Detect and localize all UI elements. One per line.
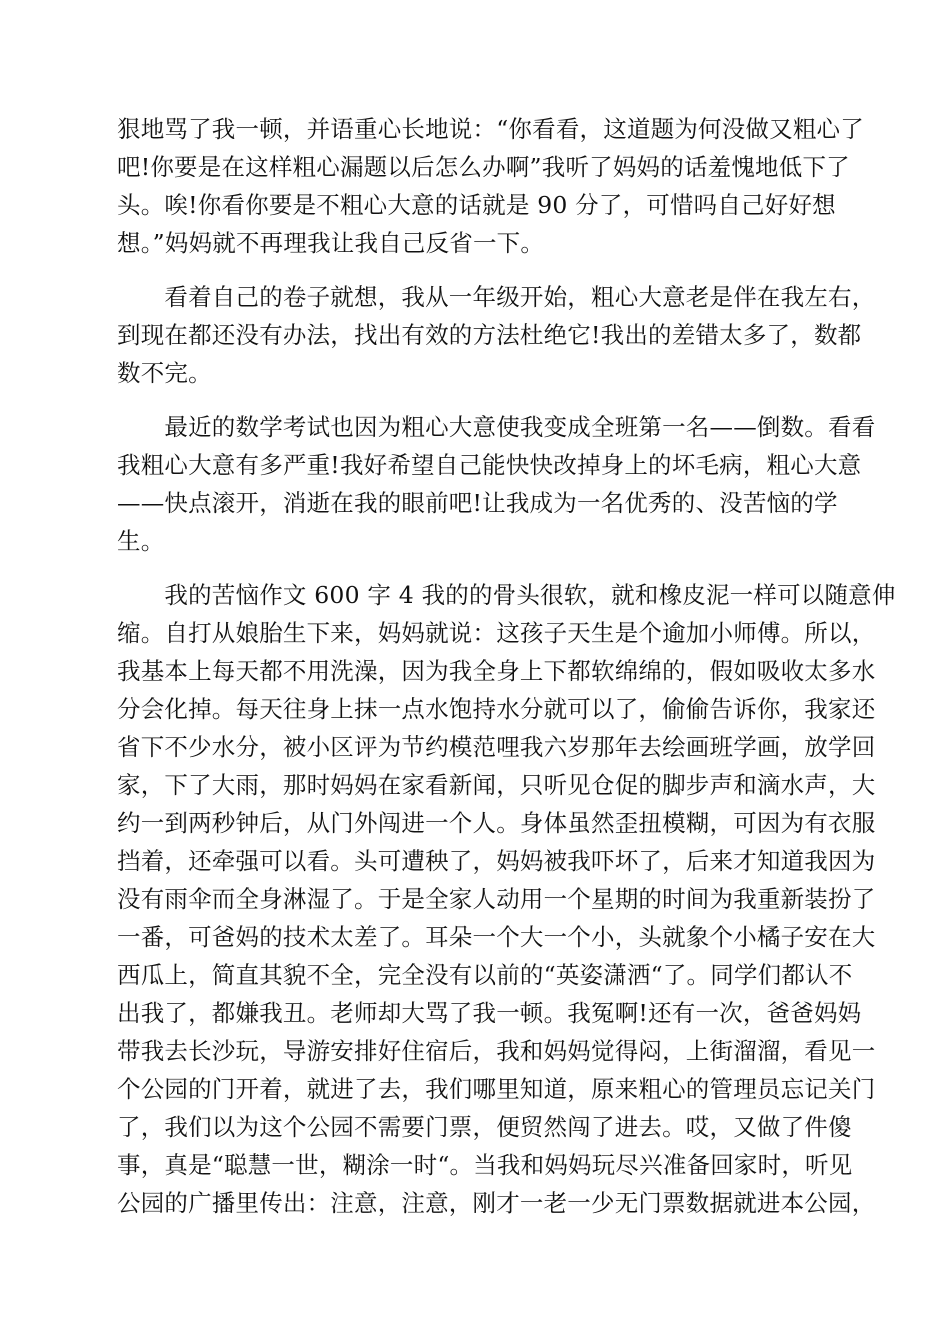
document-body	[117, 110, 896, 1222]
text-line: 约一到两秒钟后，从门外闯进一个人。身体虽然歪扭模糊，可因为有衣服	[117, 809, 876, 837]
text-line: 事，真是“聪慧一世，糊涂一时“。当我和妈妈玩尽兴准备回家时，听见	[117, 1151, 853, 1179]
text-line: 了，我们以为这个公园不需要门票，便贸然闯了进去。哎，又做了件傻	[117, 1113, 852, 1141]
text-line: 缩。自打从娘胎生下来，妈妈就说：这孩子天生是个逾加小师傅。所以，	[117, 619, 876, 647]
text-line: 数不完。	[117, 359, 212, 387]
text-line: 带我去长沙玩，导游安排好住宿后，我和妈妈觉得闷，上街溜溜，看见一	[117, 1037, 876, 1065]
paragraph-gap	[117, 560, 835, 576]
paragraph-gap	[117, 392, 835, 408]
text-line: 出我了，都嫌我丑。老师却大骂了我一顿。我冤啊!还有一次，爸爸妈妈	[117, 999, 862, 1027]
text-line: 一番，可爸妈的技术太差了。耳朵一个大一个小，头就象个小橘子安在大	[117, 923, 876, 951]
paragraph	[117, 278, 876, 392]
paragraph	[117, 110, 864, 262]
text-line: 挡着，还牵强可以看。头可遭秧了，妈妈被我吓坏了，后来才知道我因为	[117, 847, 876, 875]
text-line: 西瓜上，简直其貌不全，完全没有以前的“英姿潇洒“了。同学们都认不	[117, 961, 853, 989]
text-line: 我基本上每天都不用洗澡，因为我全身上下都软绵绵的，假如吸收太多水	[117, 657, 876, 685]
text-line: 我粗心大意有多严重!我好希望自己能快快改掉身上的坏毛病，粗心大意	[117, 451, 862, 479]
text-line: 没有雨伞而全身淋湿了。于是全家人动用一个星期的时间为我重新装扮了	[117, 885, 876, 913]
text-line: 看着自己的卷子就想，我从一年级开始，粗心大意老是伴在我左右，	[117, 283, 876, 311]
text-line: 最近的数学考试也因为粗心大意使我变成全班第一名——倒数。看看	[117, 413, 876, 441]
paragraph	[117, 576, 896, 1222]
text-line: 狠地骂了我一顿，并语重心长地说：“你看看，这道题为何没做又粗心了	[117, 115, 864, 143]
text-line: 分会化掉。每天往身上抹一点水饱持水分就可以了，偷偷告诉你，我家还	[117, 695, 876, 723]
text-line: 家，下了大雨，那时妈妈在家看新闻，只听见仓促的脚步声和滴水声，大	[117, 771, 876, 799]
text-line: 个公园的门开着，就进了去，我们哪里知道，原来粗心的管理员忘记关门	[117, 1075, 876, 1103]
text-line: 到现在都还没有办法，找出有效的方法杜绝它!我出的差错太多了，数都	[117, 321, 862, 349]
text-line: 我的苦恼作文 600 字 4 我的的骨头很软，就和橡皮泥一样可以随意伸	[117, 581, 896, 609]
text-line: 吧!你要是在这样粗心漏题以后怎么办啊”我听了妈妈的话羞愧地低下了	[117, 153, 850, 181]
paragraph-gap	[117, 262, 835, 278]
text-line: 省下不少水分，被小区评为节约模范哩我六岁那年去绘画班学画，放学回	[117, 733, 876, 761]
text-line: 公园的广播里传出：注意，注意，刚才一老一少无门票数据就进本公园，	[117, 1189, 876, 1217]
text-line: 想。”妈妈就不再理我让我自己反省一下。	[117, 229, 545, 257]
text-line: 头。唉!你看你要是不粗心大意的话就是 90 分了，可惜吗自己好好想	[117, 191, 836, 219]
text-line: 生。	[117, 527, 165, 555]
text-line: ——快点滚开，消逝在我的眼前吧!让我成为一名优秀的、没苦恼的学	[117, 489, 838, 517]
paragraph	[117, 408, 876, 560]
